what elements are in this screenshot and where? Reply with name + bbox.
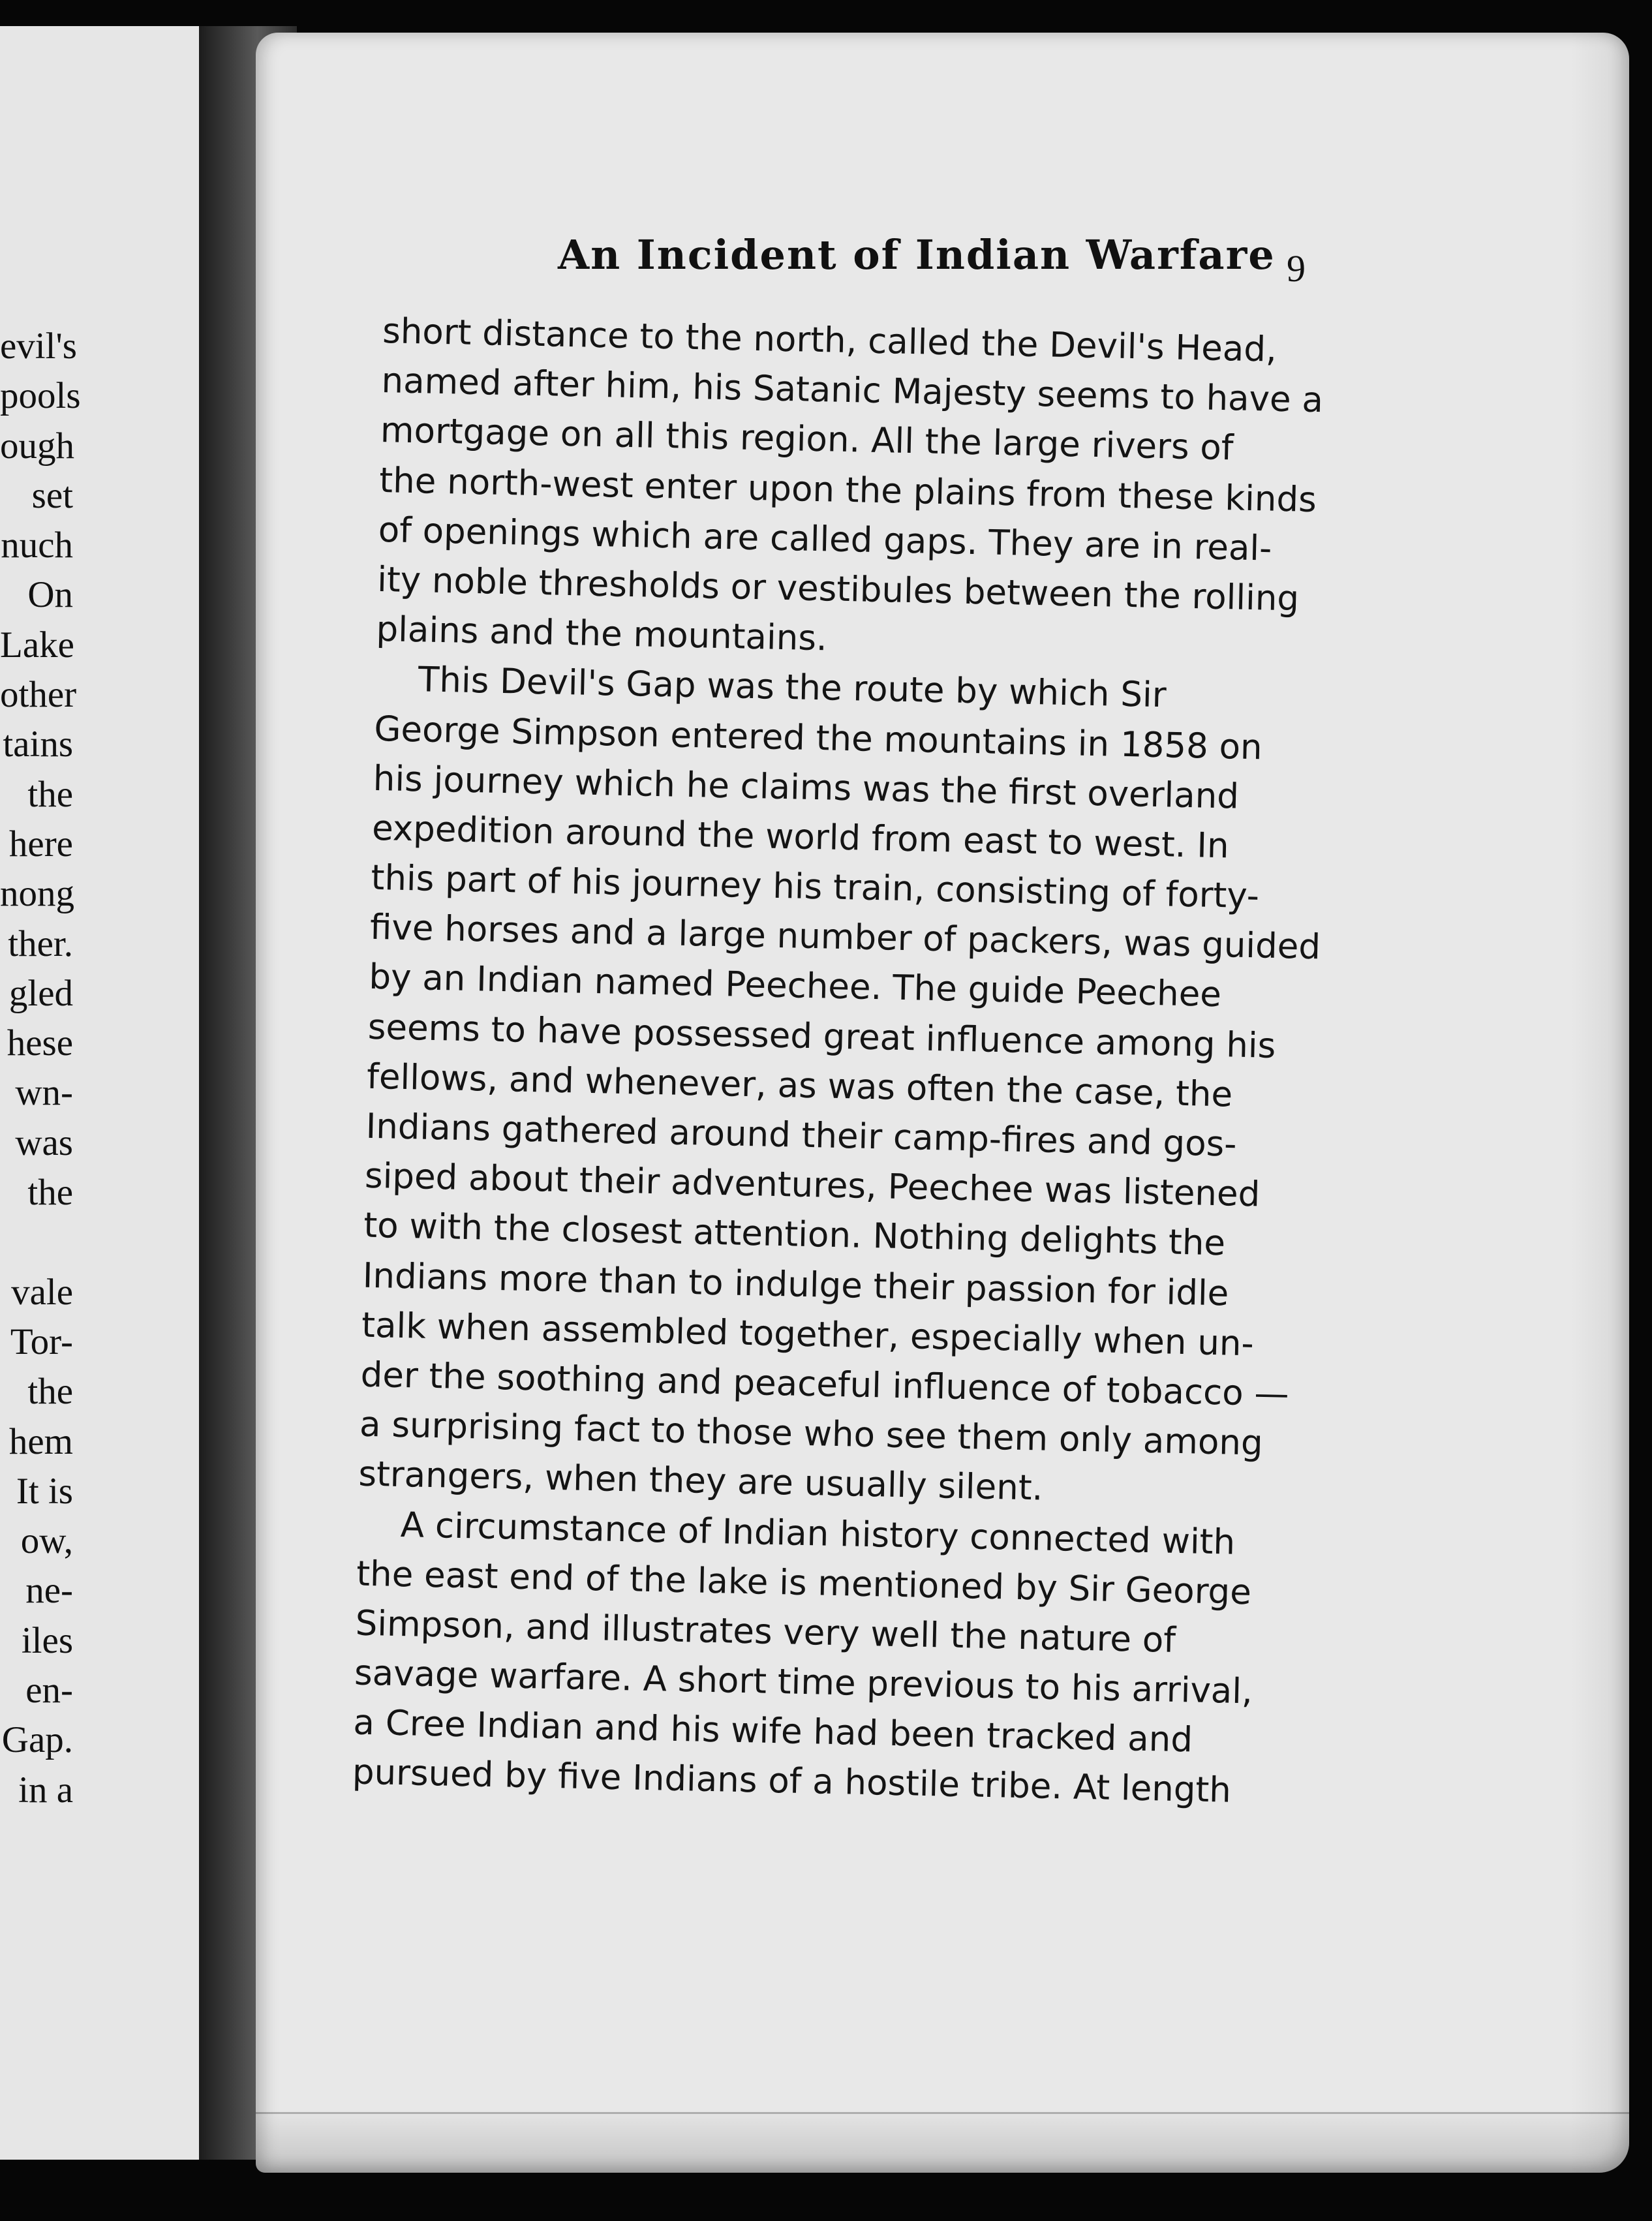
left-line: the [27,773,73,815]
text-line: this part of his journey his train, consisting of forty- [371,857,1260,917]
left-line: tains [3,724,73,765]
text-line: plains and the mountains. [376,609,828,659]
text-line: Indians gathered around their camp-fires and gos- [365,1106,1237,1165]
left-line: gled [8,972,73,1014]
left-line: ough [0,425,74,467]
text-line: five horses and a large number of packers, was guided [369,908,1321,968]
left-line: the [27,1371,73,1413]
text-line: savage warfare. A short time previous to his arrival, [354,1653,1253,1712]
left-line: It is [16,1470,73,1512]
paragraph [358,654,1319,1519]
body-text [352,307,1326,1817]
text-line: fellows, and whenever, as was often the case, the [366,1056,1233,1115]
text-line: seems to have possessed great influence among his [367,1007,1276,1066]
left-line: Tor- [10,1321,73,1362]
left-line: hese [7,1022,73,1064]
left-line: nong [0,873,74,915]
right-page [256,33,1629,2173]
left-line: Lake [0,624,74,666]
text-line: the north-west enter upon the plains from these kinds [378,460,1317,520]
text-line: his journey which he claims was the first overland [373,758,1240,817]
left-line: vale [11,1271,73,1313]
left-line: here [8,823,73,865]
left-line: iles [21,1619,73,1661]
left-line: the [27,1172,73,1214]
text-line: expedition around the world from east to west. In [371,808,1230,866]
left-line: ow, [20,1520,73,1562]
text-line: a Cree Indian and his wife had been tracked and [352,1702,1193,1760]
left-line [0,1218,73,1267]
paragraph [352,1499,1300,1817]
left-line: set [31,474,73,516]
left-line: wn- [15,1072,73,1114]
left-line: was [15,1122,73,1163]
text-line: by an Indian named Peechee. The guide Peechee [368,957,1222,1015]
page-edge-shading [1570,33,1629,2173]
text-line: the east end of the lake is mentioned by Sir George [356,1554,1252,1612]
left-line: nuch [1,525,73,566]
bottom-page-shadow [256,2114,1629,2173]
text-line: Simpson, and illustrates very well the nature of [355,1603,1176,1661]
text-line: to with the closest attention. Nothing delights the [363,1206,1226,1264]
left-line: ne- [25,1570,73,1612]
left-line: ther. [8,923,73,964]
text-line: siped about their adventures, Peechee was listened [364,1156,1261,1215]
text-line: ity noble thresholds or vestibules between the rolling [376,559,1300,619]
page-number: 9 [1287,247,1306,290]
text-line: strangers, when they are usually silent. [358,1454,1044,1509]
running-header: An Incident of Indian Warfare [558,231,1276,279]
left-line: Gap. [1,1719,73,1761]
text-line: of openings which are called gaps. They are in real- [378,510,1272,569]
left-line: other [0,674,77,716]
left-line: On [27,574,73,616]
left-line: hem [8,1420,73,1462]
text-line: talk when assembled together, especially when un- [361,1305,1255,1364]
left-page-text-fragments [0,322,81,1815]
paragraph [376,307,1326,674]
text-line: short distance to the north, called the Devil's Head, [382,311,1277,370]
left-line: in a [18,1769,73,1811]
text-line: der the soothing and peaceful influence of tobacco — [360,1355,1290,1415]
text-line: Indians more than to indulge their passion for idle [362,1255,1229,1314]
left-line: en- [25,1670,73,1711]
text-line: This Devil's Gap was the route by which Sir [418,660,1167,716]
text-line: George Simpson entered the mountains in 1858 on [373,709,1263,767]
left-line: evil's [0,326,77,367]
text-line: A circumstance of Indian history connected with [400,1505,1236,1563]
text-line: named after him, his Satanic Majesty seems to have a [380,361,1324,421]
text-line: mortgage on all this region. All the large rivers of [380,410,1234,468]
text-line: a surprising fact to those who see them only among [359,1404,1264,1463]
text-line: pursued by five Indians of a hostile tribe. At length [352,1752,1232,1811]
left-line: pools [0,375,81,417]
